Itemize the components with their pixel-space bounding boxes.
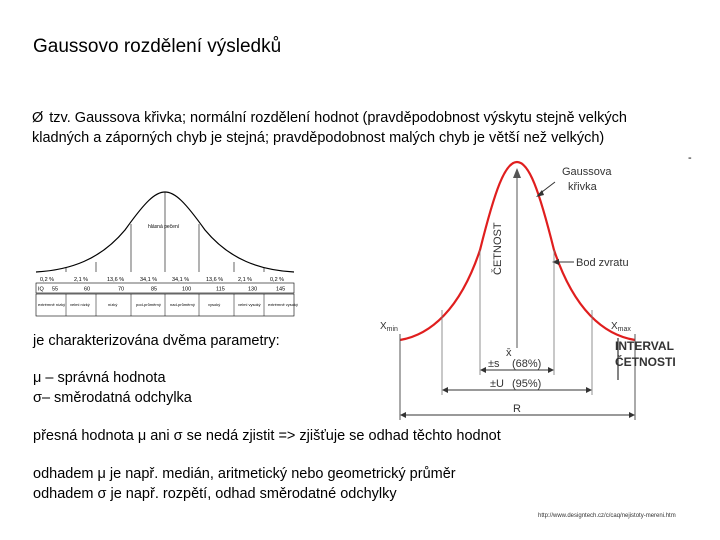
estimate-mu-line: odhadem μ je např. medián, aritmetický nebo geometrický průměr (33, 466, 456, 482)
svg-text:145: 145 (276, 286, 286, 293)
svg-text:extrémně nízký: extrémně nízký (38, 302, 66, 307)
bullet-text: tzv. Gaussova křivka; normální rozdělení hodnot (pravděpodobnost výskytu stejně velkých kladných a záporných chyb je stejná; pravděpodobnost malých chyb je větší než velkých) (32, 110, 627, 146)
svg-text:60: 60 (84, 286, 91, 293)
svg-text:2,1 %: 2,1 % (74, 277, 89, 283)
mean-label: x̄ (506, 347, 512, 359)
iq-percent-row (40, 277, 284, 283)
svg-text:85: 85 (151, 286, 158, 293)
bullet-arrow-icon: Ø (32, 110, 44, 126)
svg-text:70: 70 (118, 286, 125, 293)
svg-text:nad-průměrný: nad-průměrný (170, 302, 195, 307)
svg-text:115: 115 (216, 286, 225, 293)
svg-text:velmi nízký: velmi nízký (70, 302, 90, 307)
page-title: Gaussovo rozdělení výsledků (33, 36, 282, 57)
svg-text:pod-průměrný: pod-průměrný (136, 302, 161, 307)
stray-dash: - (688, 152, 692, 164)
svg-text:2,1 %: 2,1 % (238, 277, 253, 283)
param-mu: μ – správná hodnota (33, 370, 166, 386)
svg-text:100: 100 (182, 286, 192, 293)
svg-text:IQ: IQ (38, 286, 44, 293)
sigma-symbol: σ (33, 390, 42, 406)
range-label: R (513, 403, 521, 415)
pm-u-percent: (95%) (512, 378, 542, 390)
interval-label-line2: ČETNOSTI (615, 355, 676, 369)
gauss-curve-diagram (330, 150, 700, 430)
svg-text:130: 130 (248, 286, 258, 293)
svg-text:13,6 %: 13,6 % (107, 277, 125, 283)
param-sigma: σ– směrodatná odchylka (33, 390, 192, 406)
iq-peak-label: hlásná pečení (148, 224, 180, 230)
y-axis-label: ČETNOST (492, 222, 504, 275)
source-link[interactable]: http://www.designtech.cz/c/caq/nejistoty-mereni.htm (538, 513, 676, 519)
mu-symbol: μ (33, 370, 42, 386)
params-intro: je charakterizována dvěma parametry: (33, 333, 284, 349)
curve-label-line2: křivka (568, 181, 597, 193)
interval-label-line1: INTERVAL (615, 339, 674, 353)
estimate-sigma-line: odhadem σ je např. rozpětí, odhad směrodatné odchylky (33, 486, 397, 502)
svg-text:0,2 %: 0,2 % (270, 277, 285, 283)
iq-sd-lines (66, 192, 264, 272)
iq-distribution-chart (30, 180, 302, 330)
inflection-label: Bod zvratu (576, 257, 629, 269)
svg-text:55: 55 (52, 286, 59, 293)
exact-value-note: přesná hodnota μ ani σ se nedá zjistit => zjišťuje se odhad těchto hodnot (33, 428, 501, 444)
xmax-label: $X_{max}$ (611, 321, 631, 333)
bullet-paragraph (32, 108, 682, 148)
svg-text:34,1 %: 34,1 % (172, 277, 190, 283)
svg-text:0,2 %: 0,2 % (40, 277, 55, 283)
svg-text:13,6 %: 13,6 % (206, 277, 224, 283)
svg-text:nízký: nízký (108, 302, 118, 307)
svg-text:velmi vysoký: velmi vysoký (238, 302, 261, 307)
svg-text:34,1 %: 34,1 % (140, 277, 158, 283)
pm-s-percent: (68%) (512, 358, 542, 370)
svg-text:vysoký: vysoký (208, 302, 221, 307)
pm-s-label: ±s (488, 358, 500, 370)
curve-label-line1: Gaussova (562, 166, 612, 178)
svg-text:extrémně vysoký: extrémně vysoký (268, 302, 299, 307)
xmin-label: $X_{min}$ (380, 321, 398, 333)
pm-u-label: ±U (490, 378, 504, 390)
